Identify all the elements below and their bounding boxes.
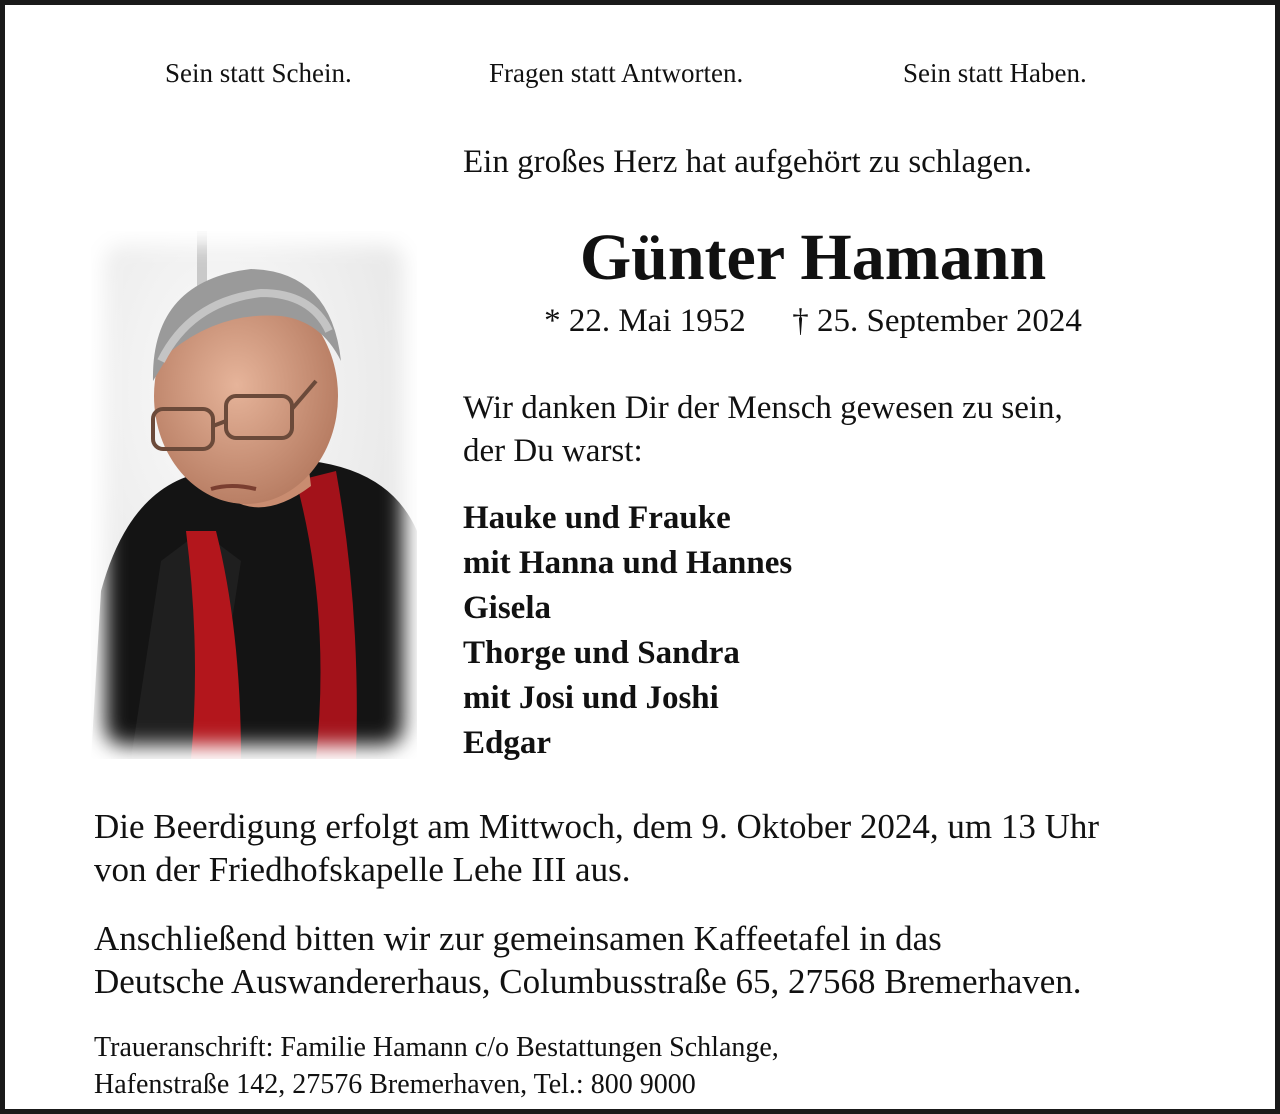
reception-notice <box>94 917 1082 1003</box>
mourner-line: Gisela <box>463 590 551 626</box>
reception-line-2: Deutsche Auswandererhaus, Columbusstraße 65, 27568 Bremerhaven. <box>94 962 1082 1001</box>
reception-line-1: Anschließend bitten wir zur gemeinsamen Kaffeetafel in das <box>94 919 942 958</box>
mourning-address <box>94 1029 779 1103</box>
address-line-1: Traueranschrift: Familie Hamann c/o Bestattungen Schlange, <box>94 1032 779 1063</box>
address-line-2: Hafenstraße 142, 27576 Bremerhaven, Tel.: 800 9000 <box>94 1069 696 1100</box>
life-dates <box>463 302 1163 340</box>
funeral-notice <box>94 805 1099 891</box>
birth-date: * 22. Mai 1952 <box>544 303 746 339</box>
deceased-name: Günter Hamann <box>579 221 1047 294</box>
mourner-line: Thorge und Sandra <box>463 635 740 671</box>
motto-3: Sein statt Haben. <box>903 58 1087 88</box>
mourners-list <box>463 496 792 766</box>
death-date: † 25. September 2024 <box>792 303 1082 339</box>
mourner-line: Hauke und Frauke <box>463 500 731 536</box>
funeral-line-1: Die Beerdigung erfolgt am Mittwoch, dem 9. Oktober 2024, um 13 Uhr <box>94 807 1100 846</box>
portrait-photo <box>91 231 417 759</box>
mourner-line: Edgar <box>463 725 552 761</box>
mourner-line: mit Hanna und Hannes <box>463 545 793 581</box>
funeral-line-2: von der Friedhofskapelle Lehe III aus. <box>94 850 631 889</box>
thanks-line-2: der Du warst: <box>463 433 643 469</box>
motto-2: Fragen statt Antworten. <box>489 58 744 88</box>
motto-1: Sein statt Schein. <box>165 58 352 88</box>
mourner-line: mit Josi und Joshi <box>463 680 719 716</box>
thanks-line-1: Wir danken Dir der Mensch gewesen zu sein, <box>463 390 1063 426</box>
thanks-text <box>463 387 1223 473</box>
headline: Ein großes Herz hat aufgehört zu schlagen. <box>463 144 1033 180</box>
